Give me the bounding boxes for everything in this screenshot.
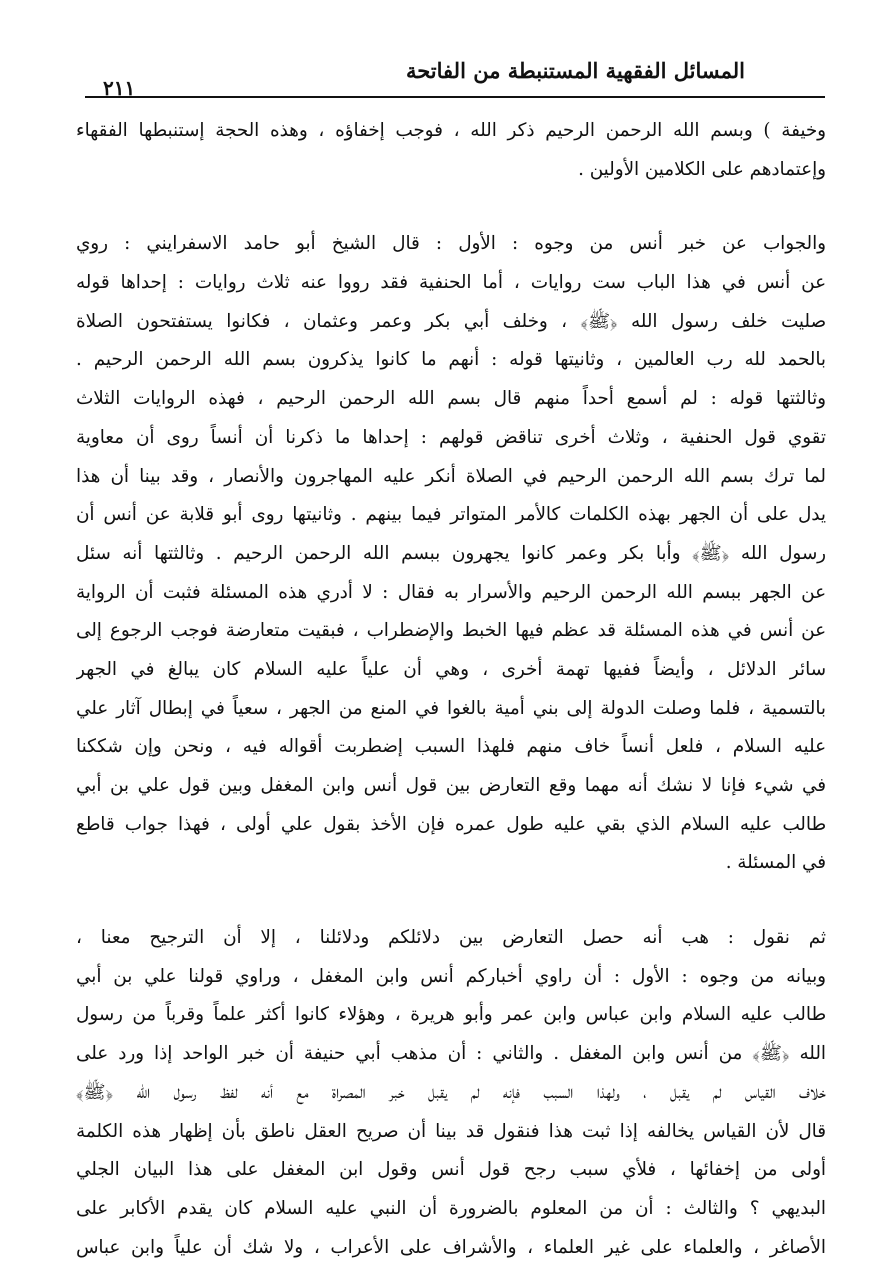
header-rule [85, 96, 825, 98]
text-line: والجواب عن خبر أنس من وجوه : الأول : قال الشيخ أبو حامد الاسفرايني : روي [76, 233, 826, 255]
page-number: ٢١١ [103, 76, 136, 100]
text-line: في المسئلة . [725, 852, 826, 874]
text-line: الله ﴿ﷺ﴾ من أنس وابن المغفل . والثاني : أن مذهب أبي حنيفة أن خبر الواحد إذا ورد على [76, 1043, 826, 1065]
text-line: وخيفة ) وبسم الله الرحمن الرحيم ذكر الله ، فوجب إخفاؤه ، وهذه الحجة إستنبطها الفقهاء [76, 120, 826, 141]
text-line: يدل على أن الجهر بهذه الكلمات كالأمر المتواتر فيما بينهم . وثانيتها روى أبو قلابة عن أنس أن [76, 504, 826, 526]
text-line: عن الجهر ببسم الله الرحمن الرحيم والأسرار به فقال : لا أدري هذه المسئلة فثبت أن الرواية [76, 581, 826, 603]
running-title: المسائل الفقهية المستنبطة من الفاتحة [405, 58, 745, 83]
text-line: عن أنس في هذا الباب ست روايات ، أما الحنفية فقد رووا عنه ثلاث روايات : إحداها قوله [76, 272, 826, 294]
text-line: في شيء فإنا لا نشك أنه مهما وقع التعارض بين قول أنس وابن المغفل وبين قول علي بن أبي [76, 775, 826, 796]
page-header [85, 52, 825, 100]
text-line: بالحمد لله رب العالمين ، وثانيتها قوله : أنهم ما كانوا يذكرون بسم الله الرحمن الرحيم . [76, 349, 826, 371]
text-line: أولى من إخفائها ، فلأي سبب رجح قول أنس وقول ابن المغفل على هذا البيان الجلي [76, 1159, 826, 1181]
text-line: الأصاغر ، والعلماء على غير العلماء ، والأشراف على الأعراب ، ولا شك أن علياً وابن عباس [76, 1236, 826, 1258]
text-line: البديهي ؟ والثالث : أن من المعلوم بالضرورة أن النبي عليه السلام كان يقدم الأكابر على [76, 1197, 826, 1219]
text-line: خلاف القياس لم يقبل ، ولهذا السبب فإنه لم يقبل خبر المصراة مع أنه لفظ رسول الله ﴿ﷺ﴾ [76, 1081, 826, 1103]
page-body [76, 112, 826, 1267]
text-line: وإعتمادهم على الكلامين الأولين . [578, 158, 826, 180]
paragraph-2 [76, 225, 826, 883]
text-line: بالتسمية ، فلما وصلت الدولة إلى بني أمية بالغوا في المنع من الجهر ، سعياً في إبطال آثار علي [76, 697, 826, 719]
paragraph-gap [76, 883, 826, 919]
text-line: لما ترك بسم الله الرحمن الرحيم في الصلاة أنكر عليه المهاجرون والأنصار ، وقد بينا أن هذا [76, 465, 826, 487]
text-line: طالب عليه السلام وابن عباس وابن عمر وأبو هريرة ، وهؤلاء كانوا أكثر علماً وقرباً من رسول [76, 1004, 826, 1026]
text-line: ثم نقول : هب أنه حصل التعارض بين دلائلكم ودلائلنا ، إلا أن الترجيح معنا ، [76, 927, 826, 949]
paragraph-1 [76, 112, 826, 189]
text-line: عن أنس في هذه المسئلة قد عظم فيها الخبط والإضطراب ، فبقيت متعارضة فوجب الرجوع إلى [76, 620, 826, 642]
text-line: تقوي قول الحنفية ، وثلاث أخرى تناقض قولهم : إحداها ما ذكرنا أن أنساً روى أن معاوية [76, 426, 826, 448]
text-line: طالب عليه السلام الذي بقي عليه طول عمره فإن الأخذ بقول علي أولى ، فهذا جواب قاطع [76, 813, 826, 835]
text-line: رسول الله ﴿ﷺ﴾ وأبا بكر وعمر كانوا يجهرون ببسم الله الرحمن الرحيم . وثالثتها أنه سئل [76, 542, 826, 564]
text-line: سائر الدلائل ، وأيضاً ففيها تهمة أخرى ، وهي أن علياً عليه السلام كان يبالغ في الجهر [76, 658, 826, 680]
text-line: وبيانه من وجوه : الأول : أن راوي أخباركم أنس وابن المغفل ، وراوي قولنا علي بن أبي [76, 965, 826, 987]
paragraph-3 [76, 919, 826, 1267]
text-line: قال لأن القياس يخالفه إذا ثبت هذا فنقول قد بينا أن صريح العقل ناطق بأن إظهار هذه الكلمة [76, 1120, 826, 1142]
text-line: عليه السلام ، فلعل أنساً خاف منهم فلهذا السبب إضطربت أقواله فيه ، ونحن وإن شككنا [76, 736, 826, 758]
paragraph-gap [76, 189, 826, 225]
text-line: صليت خلف رسول الله ﴿ﷺ﴾ ، وخلف أبي بكر وعمر وعثمان ، فكانوا يستفتحون الصلاة [76, 310, 826, 332]
text-line: وثالثتها قوله : لم أسمع أحداً منهم قال بسم الله الرحمن الرحيم ، فهذه الروايات الثلاث [76, 388, 826, 410]
